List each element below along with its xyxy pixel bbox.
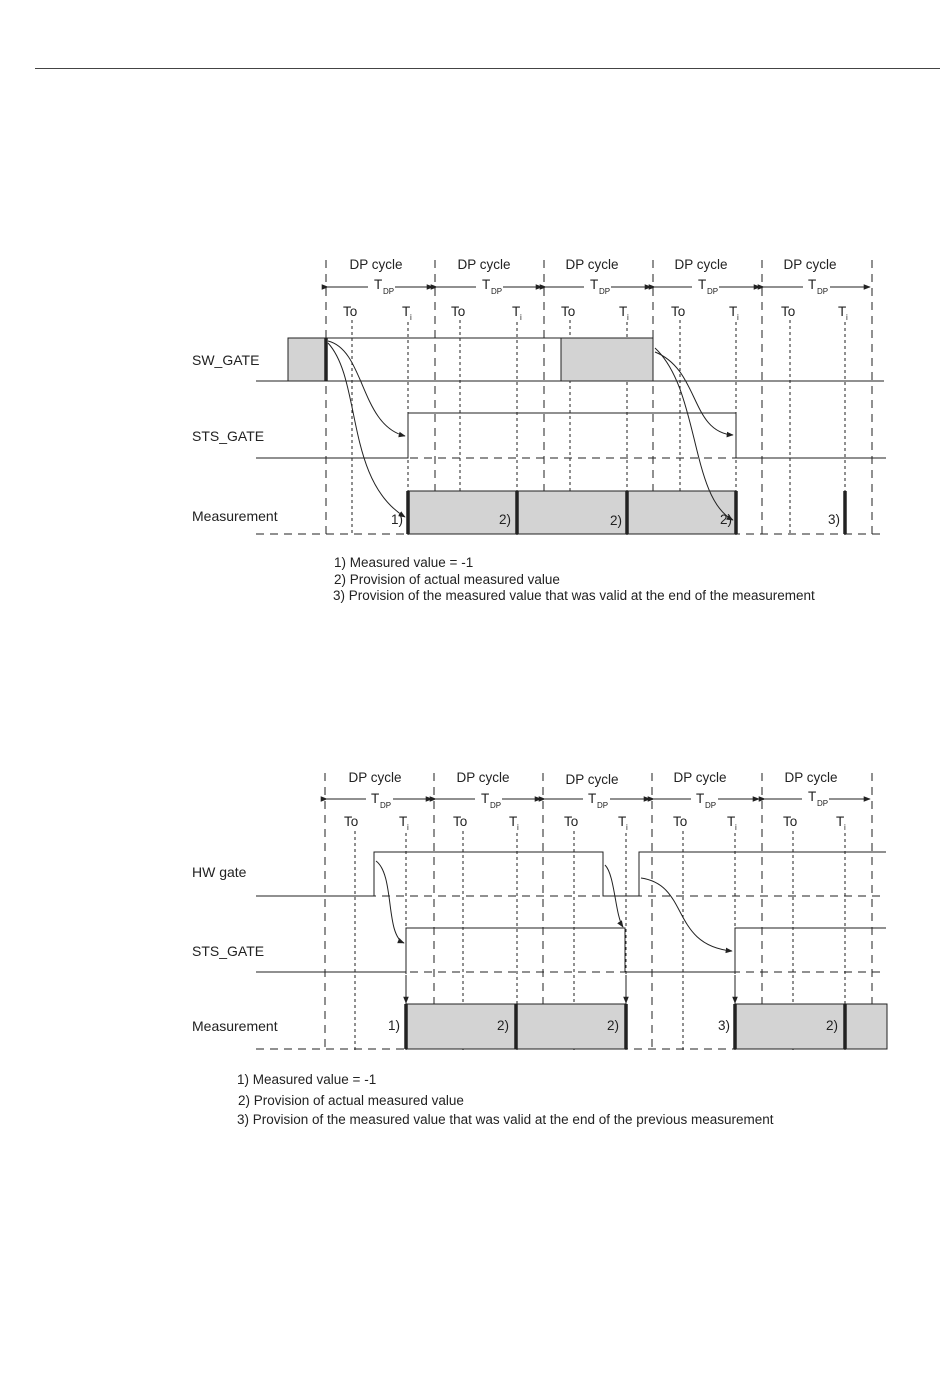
tdp-sub: DP (380, 801, 392, 810)
mark: 2) (610, 513, 623, 528)
sts-gate-waveform (256, 413, 886, 458)
ti-sub: i (737, 313, 739, 322)
tdp-sub: DP (817, 799, 829, 808)
ti-label: T (836, 814, 845, 829)
to-label: To (561, 304, 576, 319)
footnote: 2) Provision of actual measured value (334, 572, 560, 587)
to-ti-labels (344, 814, 846, 832)
ti-sub: i (735, 823, 737, 832)
tdp-sub: DP (707, 287, 719, 296)
mark: 2) (497, 1018, 510, 1033)
measurement-label: Measurement (192, 508, 278, 524)
cycle-headers (349, 257, 836, 272)
footnotes (333, 555, 815, 603)
cycle-label: DP cycle (349, 257, 403, 272)
tdp-label: T (482, 277, 491, 292)
tdp-sub: DP (490, 801, 502, 810)
footnote: 3) Provision of the measured value that was valid at the end of the measurement (333, 588, 815, 603)
header-rule (35, 68, 940, 69)
ti-label: T (618, 814, 627, 829)
sw-gate-label: SW_GATE (192, 352, 260, 368)
ti-label: T (729, 304, 738, 319)
hw-gate-waveform (256, 852, 886, 896)
ti-sub: i (410, 313, 412, 322)
footnote: 1) Measured value = -1 (237, 1072, 377, 1087)
mark: 2) (720, 512, 733, 527)
to-label: To (783, 814, 798, 829)
cycle-headers (348, 770, 837, 787)
to-label: To (451, 304, 466, 319)
sts-gate-label: STS_GATE (192, 428, 265, 444)
mark: 2) (826, 1018, 839, 1033)
tdp-label: T (696, 791, 705, 806)
to-label: To (343, 304, 358, 319)
ti-sub: i (520, 313, 522, 322)
ti-sub: i (846, 313, 848, 322)
tdp-label: T (374, 277, 383, 292)
tdp-sub: DP (383, 287, 395, 296)
ti-label: T (512, 304, 521, 319)
measurement-label: Measurement (192, 1018, 278, 1034)
footnote: 1) Measured value = -1 (334, 555, 474, 570)
tdp-label: T (808, 277, 817, 292)
cycle-label: DP cycle (673, 770, 727, 785)
tdp-sub: DP (491, 287, 503, 296)
tdp-label: T (588, 791, 597, 806)
cycle-label: DP cycle (565, 257, 619, 272)
to-label: To (673, 814, 688, 829)
tdp-sub: DP (597, 801, 609, 810)
transition-arrows (376, 861, 735, 1003)
ti-sub: i (517, 823, 519, 832)
ti-sub: i (407, 823, 409, 832)
measurement-waveform (256, 491, 886, 534)
sts-gate-label: STS_GATE (192, 943, 265, 959)
tdp-label: T (590, 277, 599, 292)
tdp-label: T (371, 791, 380, 806)
mark: 1) (388, 1018, 401, 1033)
tdp-label: T (698, 277, 707, 292)
to-label: To (781, 304, 796, 319)
cycle-label: DP cycle (565, 772, 619, 787)
footnote: 2) Provision of actual measured value (238, 1093, 464, 1108)
mark: 1) (391, 512, 404, 527)
mark: 2) (607, 1018, 620, 1033)
measurement-waveform (256, 1004, 887, 1049)
ti-label: T (727, 814, 736, 829)
mark: 2) (499, 512, 512, 527)
cycle-label: DP cycle (457, 257, 511, 272)
tdp-sub: DP (599, 287, 611, 296)
tdp-sub: DP (705, 801, 717, 810)
to-label: To (453, 814, 468, 829)
tdp-label: T (481, 791, 490, 806)
cycle-label: DP cycle (674, 257, 728, 272)
sts-gate-waveform (256, 928, 886, 972)
ti-label: T (619, 304, 628, 319)
cycle-label: DP cycle (784, 770, 838, 785)
to-label: To (564, 814, 579, 829)
cycle-label: DP cycle (456, 770, 510, 785)
mark: 3) (718, 1018, 731, 1033)
ti-label: T (402, 304, 411, 319)
to-label: To (344, 814, 359, 829)
to-label: To (671, 304, 686, 319)
ti-label: T (399, 814, 408, 829)
to-ti-labels (343, 304, 848, 322)
mark: 3) (828, 512, 841, 527)
ti-sub: i (626, 823, 628, 832)
ti-sub: i (844, 823, 846, 832)
footnote: 3) Provision of the measured value that was valid at the end of the previous measurement (237, 1112, 774, 1127)
footnotes (237, 1072, 774, 1127)
tdp-sub: DP (817, 287, 829, 296)
hw-gate-timing-diagram (0, 755, 950, 1140)
tdp-label: T (808, 789, 817, 804)
ti-label: T (838, 304, 847, 319)
cycle-label: DP cycle (348, 770, 402, 785)
ti-label: T (509, 814, 518, 829)
hw-gate-label: HW gate (192, 864, 247, 880)
cycle-label: DP cycle (783, 257, 837, 272)
sw-gate-timing-diagram (0, 240, 950, 620)
ti-sub: i (627, 313, 629, 322)
